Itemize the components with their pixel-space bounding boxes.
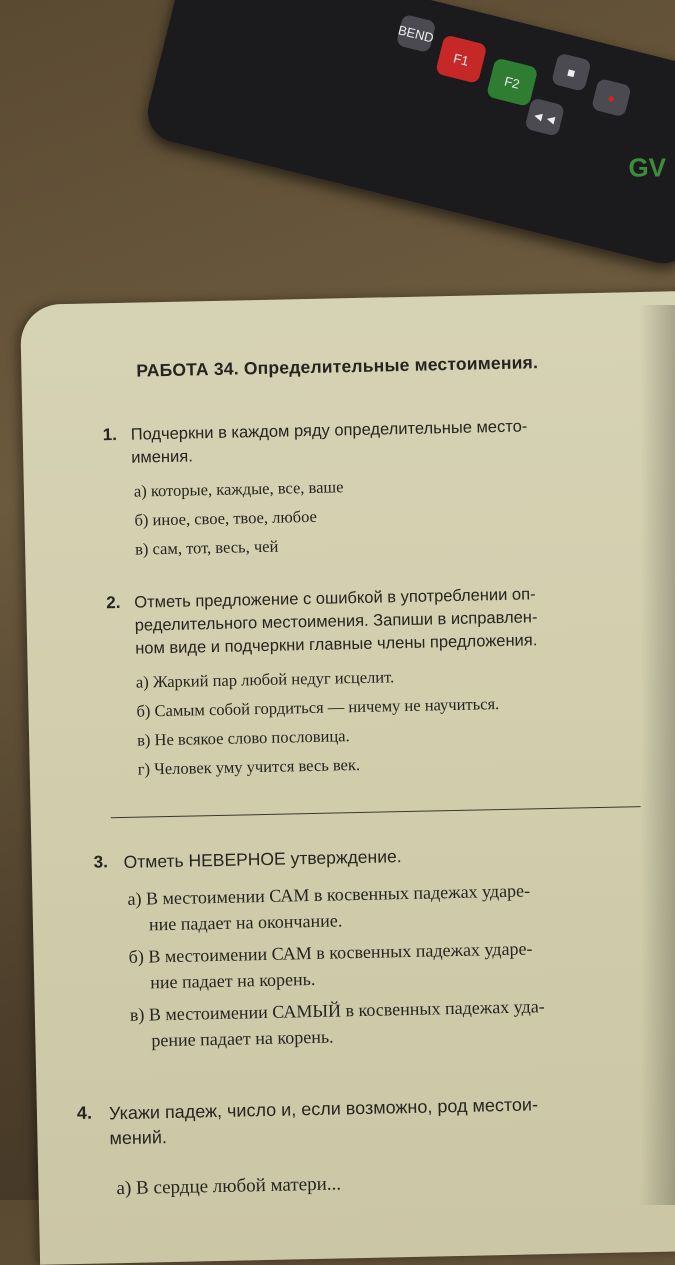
task-option: ние падает на окончание. [148,910,343,935]
remote-button-record: ● [591,78,632,117]
task-option: г) Человек уму учится весь век. [137,754,361,779]
task-option: в) В местоимении САМЫЙ в косвенных падежах уда- [129,996,545,1025]
task-option: в) сам, тот, весь, чей [134,536,279,559]
task-option: б) В местоимении САМ в косвенных падежах ударе- [128,938,533,967]
task-option: в) Не всякое слово пословица. [136,726,350,750]
task-option: рение падает на корень. [151,1026,334,1051]
answer-line[interactable] [111,806,641,818]
task-instruction-line: имения. [131,447,193,467]
task-option: а) которые, каждые, все, ваше [133,477,344,501]
remote-button-f1: F1 [435,34,487,83]
task-instruction-line: Отметь НЕВЕРНОЕ утверждение. [123,846,402,872]
task-instruction-line: ределительного местоимения. Запиши в исправлен- [134,608,538,635]
task-option: а) Жаркий пар любой недуг исцелит. [135,667,395,692]
task-instruction-line: Подчеркни в каждом ряду определительные место- [130,417,528,444]
task-number: 1. [102,425,118,445]
work-title: РАБОТА 34. Определительные местоимения. [136,352,539,381]
task-number: 3. [93,852,109,872]
task-option: ние падает на корень. [150,968,316,993]
remote-button-f2: F2 [486,57,538,106]
remote-button-rewind: ◄◄ [524,97,565,136]
remote-button-stop: ■ [551,53,592,92]
task-instruction-line: мений. [109,1127,168,1149]
task-instruction-line: Укажи падеж, число и, если возможно, род местои- [108,1094,539,1124]
task-number: 4. [76,1102,93,1123]
task-number: 2. [106,592,121,613]
page-content [20,290,675,1200]
task-1 [22,408,675,559]
remote-logo: GV [628,152,667,183]
task-3 [31,835,675,1051]
task-instruction-line: ном виде и подчеркни главные члены предложения. [135,631,538,658]
task-instruction-line: Отметь предложение с ошибкой в употреблении оп- [134,585,536,612]
workbook-page [20,290,675,1264]
task-2 [26,576,675,779]
remote-button-bend: BEND [396,14,437,53]
task-4 [37,1085,675,1200]
task-option: б) иное, свое, твое, любое [134,506,318,530]
tv-remote [142,0,675,270]
task-option: а) В сердце любой матери... [116,1173,342,1200]
task-option: а) В местоимении САМ в косвенных падежах ударе- [127,880,531,909]
task-option: б) Самым собой гордиться — ничему не научиться. [136,694,500,721]
